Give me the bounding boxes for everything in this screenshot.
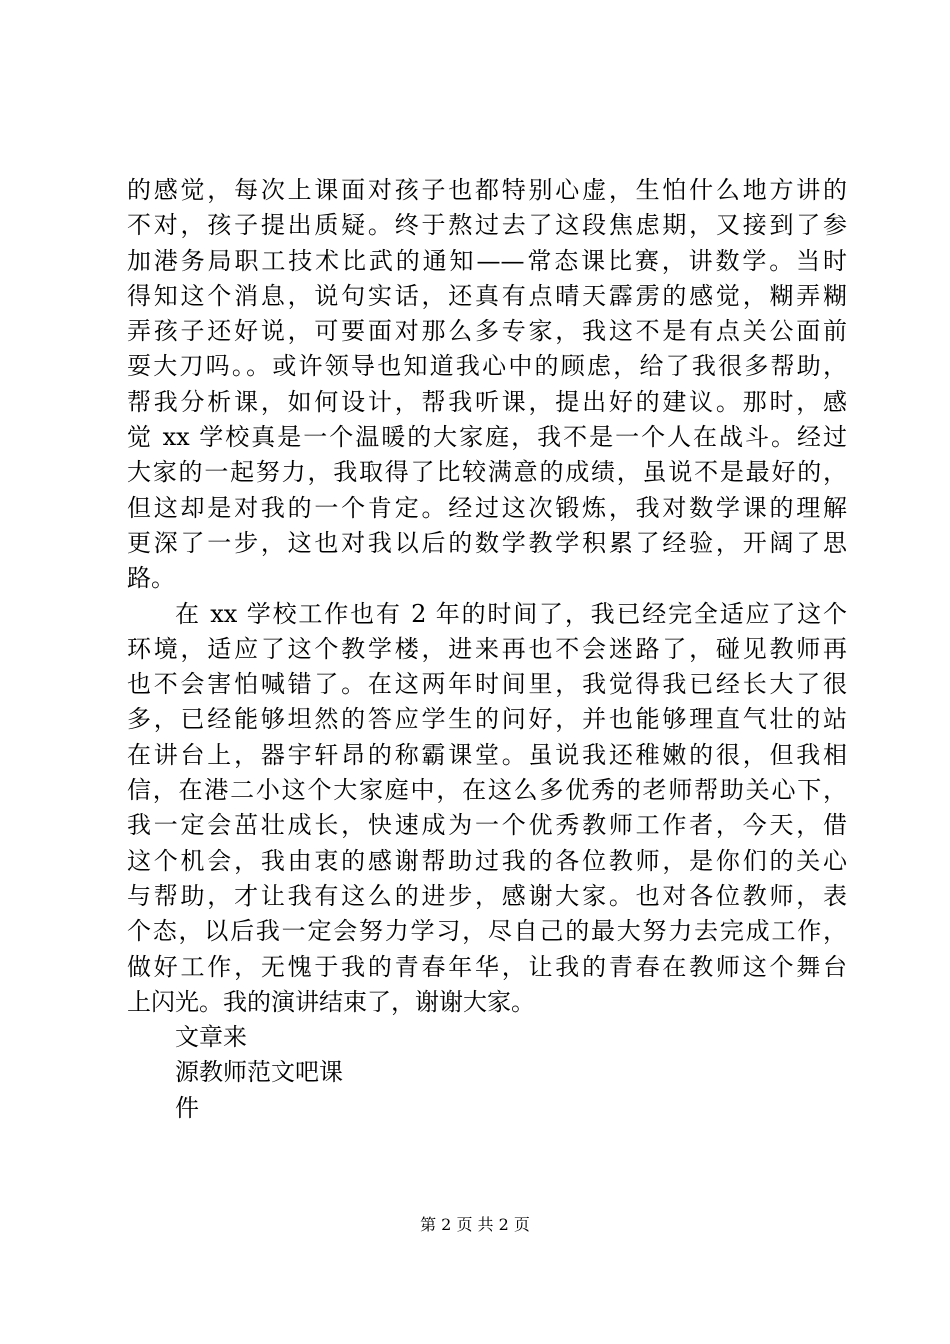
text-line: 耍大刀吗。。或许领导也知道我心中的顾虑，给了我很多帮助，	[127, 352, 847, 381]
text-line: 也不会害怕喊错了。在这两年时间里，我觉得我已经长大了很	[127, 670, 847, 699]
text-line: 做好工作，无愧于我的青春年华，让我的青春在教师这个舞台	[127, 952, 847, 981]
source-note-line: 文章来	[175, 1023, 247, 1052]
page-number: 第 2 页 共 2 页	[420, 1215, 530, 1234]
text-line: 在讲台上，器宇轩昂的称霸课堂。虽说我还稚嫩的很，但我相	[127, 740, 847, 769]
paragraph-1	[127, 173, 847, 597]
text-line: 这个机会，我由衷的感谢帮助过我的各位教师，是你们的关心	[127, 846, 847, 875]
text-line: 帮我分析课，如何设计，帮我听课，提出好的建议。那时，感	[127, 387, 847, 416]
text-line: 与帮助，才让我有这么的进步，感谢大家。也对各位教师，表	[127, 881, 847, 910]
text-line: 路。	[127, 564, 175, 593]
text-line: 更深了一步，这也对我以后的数学教学积累了经验，开阔了思	[127, 528, 847, 557]
paragraph-2	[127, 597, 847, 1021]
text-line: 多，已经能够坦然的答应学生的问好，并也能够理直气壮的站	[127, 705, 847, 734]
text-line: 得知这个消息，说句实话，还真有点晴天霹雳的感觉，糊弄糊	[127, 281, 847, 310]
source-note-line: 件	[175, 1093, 199, 1122]
source-note-line: 源教师范文吧课	[175, 1058, 343, 1087]
text-line: 加港务局职工技术比武的通知——常态课比赛，讲数学。当时	[127, 246, 847, 275]
page-footer	[0, 1213, 950, 1237]
source-note	[127, 1020, 847, 1126]
text-line: 不对，孩子提出质疑。终于熬过去了这段焦虑期，又接到了参	[127, 211, 847, 240]
text-line: 我一定会茁壮成长，快速成为一个优秀教师工作者，今天，借	[127, 811, 847, 840]
text-line: 觉 xx 学校真是一个温暖的大家庭，我不是一个人在战斗。经过	[127, 423, 847, 452]
text-line: 上闪光。我的演讲结束了，谢谢大家。	[127, 987, 535, 1016]
text-line: 弄孩子还好说，可要面对那么多专家，我这不是有点关公面前	[127, 317, 847, 346]
text-line: 个态，以后我一定会努力学习，尽自己的最大努力去完成工作，	[127, 917, 847, 946]
text-line: 环境，适应了这个教学楼，进来再也不会迷路了，碰见教师再	[127, 634, 847, 663]
text-line: 的感觉，每次上课面对孩子也都特别心虚，生怕什么地方讲的	[127, 176, 847, 204]
document-body	[127, 173, 847, 1126]
text-line: 信，在港二小这个大家庭中，在这么多优秀的老师帮助关心下，	[127, 776, 847, 805]
text-line: 但这却是对我的一个肯定。经过这次锻炼，我对数学课的理解	[127, 493, 847, 522]
text-line: 大家的一起努力，我取得了比较满意的成绩，虽说不是最好的，	[127, 458, 847, 487]
text-line: 在 xx 学校工作也有 2 年的时间了，我已经完全适应了这个	[175, 599, 847, 628]
